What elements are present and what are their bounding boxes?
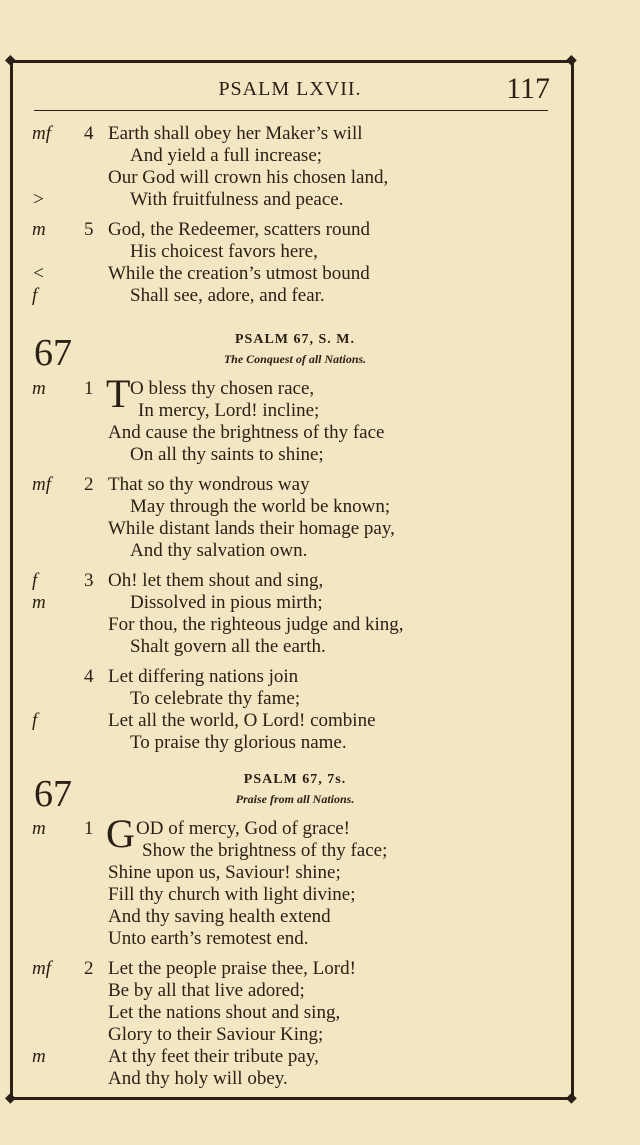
verse-line: Let differing nations join [108, 666, 299, 687]
verse-line: While distant lands their homage pay, [108, 518, 395, 539]
verse-line: Be by all that live adored; [108, 980, 305, 1001]
verse-line: Shine upon us, Saviour! shine; [108, 862, 341, 883]
hymn-subtitle: Praise from all Nations. [235, 792, 355, 806]
verse-line: Shalt govern all the earth. [130, 636, 326, 657]
verse-line: OD of mercy, God of grace! [136, 818, 351, 839]
verse-line: At thy feet their tribute pay, [108, 1046, 319, 1067]
hymn-title: PSALM 67, S. M. [235, 332, 355, 347]
stanza-number: 3 [84, 570, 94, 591]
verse-line: That so thy wondrous way [108, 474, 310, 495]
drop-cap: G [106, 811, 135, 856]
verse-line: Our God will crown his chosen land, [108, 167, 389, 188]
verse-line: Dissolved in pious mirth; [130, 592, 323, 613]
border-bottom [10, 1097, 574, 1100]
verse-line: O bless thy chosen race, [130, 378, 315, 399]
verse-line: Let the nations shout and sing, [108, 1002, 341, 1023]
stanza-number: 2 [84, 958, 94, 979]
corner-ornament-icon: ◆ [566, 1091, 577, 1106]
hymn-title: PSALM 67, 7s. [243, 772, 347, 787]
dynamic-mark: mf [32, 123, 51, 144]
dynamic-mark: f [32, 710, 38, 731]
verse-line: Show the brightness of thy face; [142, 840, 388, 861]
dynamic-mark: f [32, 285, 38, 306]
verse-line: To praise thy glorious name. [130, 732, 347, 753]
dynamic-mark: f [32, 570, 38, 591]
dynamic-mark: m [32, 1046, 46, 1067]
dynamic-mark: < [32, 263, 45, 284]
verse-line: And thy salvation own. [130, 540, 308, 561]
stanza-number: 2 [84, 474, 94, 495]
dynamic-mark: mf [32, 474, 51, 495]
hymn-number: 67 [34, 773, 72, 815]
verse-line: Oh! let them shout and sing, [108, 570, 324, 591]
verse-line: Fill thy church with light divine; [108, 884, 356, 905]
verse-line: And thy saving health extend [108, 906, 331, 927]
dynamic-mark: m [32, 818, 46, 839]
running-head: PSALM LXVII. [218, 78, 362, 100]
verse-line: May through the world be known; [130, 496, 391, 517]
border-right [571, 60, 574, 1100]
corner-ornament-icon: ◆ [5, 53, 16, 68]
verse-line: And yield a full increase; [130, 145, 323, 166]
drop-cap: T [106, 371, 131, 416]
stanza-number: 5 [84, 219, 94, 240]
border-left [10, 60, 13, 1100]
verse-line: For thou, the righteous judge and king, [108, 614, 404, 635]
verse-line: With fruitfulness and peace. [130, 189, 344, 210]
verse-line: While the creation’s utmost bound [108, 263, 370, 284]
dynamic-mark: > [32, 189, 45, 210]
corner-ornament-icon: ◆ [5, 1091, 16, 1106]
dynamic-mark: m [32, 378, 46, 399]
verse-line: Let all the world, O Lord! combine [108, 710, 376, 731]
stanza-number: 1 [84, 818, 94, 839]
verse-line: On all thy saints to shine; [130, 444, 324, 465]
hymn-number: 67 [34, 332, 72, 374]
corner-ornament-icon: ◆ [566, 53, 577, 68]
stanza-number: 1 [84, 378, 94, 399]
verse-line: And cause the brightness of thy face [108, 422, 385, 443]
verse-line: Let the people praise thee, Lord! [108, 958, 356, 979]
verse-line: Shall see, adore, and fear. [130, 285, 325, 306]
verse-line: Unto earth’s remotest end. [108, 928, 309, 949]
verse-line: To celebrate thy fame; [130, 688, 301, 709]
header-rule [34, 110, 548, 111]
dynamic-mark: m [32, 592, 46, 613]
page-number: 117 [506, 72, 550, 105]
verse-line: Glory to their Saviour King; [108, 1024, 324, 1045]
border-top [10, 60, 574, 63]
verse-line: God, the Redeemer, scatters round [108, 219, 370, 240]
stanza-number: 4 [84, 123, 94, 144]
dynamic-mark: m [32, 219, 46, 240]
verse-line: His choicest favors here, [130, 241, 318, 262]
hymn-subtitle: The Conquest of all Nations. [223, 352, 367, 366]
stanza-number: 4 [84, 666, 94, 687]
verse-line: And thy holy will obey. [108, 1068, 288, 1089]
verse-line: Earth shall obey her Maker’s will [108, 123, 363, 144]
verse-line: In mercy, Lord! incline; [138, 400, 320, 421]
dynamic-mark: mf [32, 958, 51, 979]
